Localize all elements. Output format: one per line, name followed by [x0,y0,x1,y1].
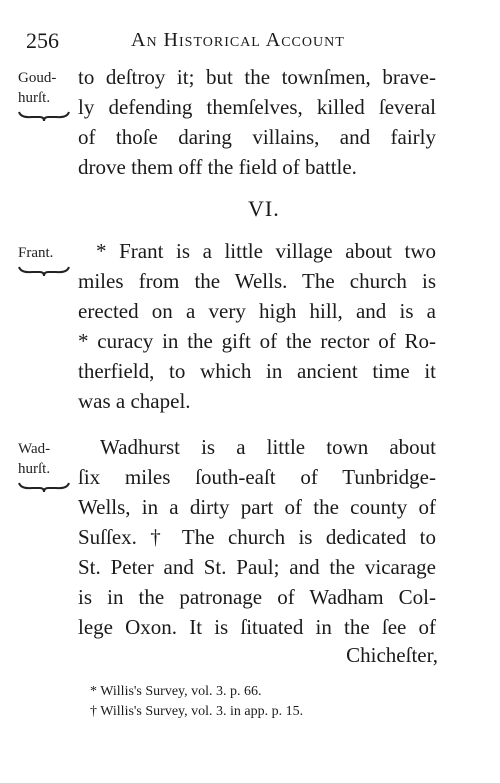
margin-note-goudhurst [18,68,70,128]
brace-ornament [18,110,70,122]
text-line: * Frant is a little village about two [96,239,436,263]
text-line: * curacy in the gift of the rector of Ro- [78,329,436,353]
margin-note-goudhurst-line2: hurſt. [18,90,51,106]
margin-note-wadhurst [18,439,70,499]
running-head-title: An Historical Account [131,29,345,51]
section-number: VI. [248,196,280,221]
brace-ornament [18,481,70,493]
text-line: Suſſex. † The church is dedicated to [78,525,436,549]
text-line: lege Oxon. It is ſituated in the ſee of [78,615,436,639]
text-line: of thoſe daring villains, and fairly [78,125,436,149]
margin-note-frant-label: Frant. [18,245,54,261]
text-line: is in the patronage of Wadham Col- [78,585,436,609]
text-line: therfield, to which in ancient time it [78,359,436,383]
catchword: Chicheſter, [346,643,438,667]
text-line: ſix miles ſouth-eaſt of Tunbridge- [78,465,436,489]
page-number: 256 [26,28,59,53]
margin-note-frant [18,243,70,283]
text-line: erected on a very high hill, and is a [78,299,436,323]
text-line: to deſtroy it; but the townſmen, brave- [78,65,436,89]
text-line: ly defending themſelves, killed ſeveral [78,95,436,119]
footnote: † Willis's Survey, vol. 3. in app. p. 15. [90,704,304,719]
text-line: Wells, in a dirty part of the county of [78,495,436,519]
brace-ornament [18,265,70,277]
text-line: miles from the Wells. The church is [78,269,436,293]
text-line: Wadhurst is a little town about [100,435,436,459]
running-head [18,28,458,56]
text-line: St. Peter and St. Paul; and the vicarage [78,555,436,579]
text-line: was a chapel. [78,389,191,413]
margin-note-wadhurst-line1: Wad- [18,441,51,457]
text-line: drove them off the field of battle. [78,155,357,179]
footnote: * Willis's Survey, vol. 3. p. 66. [90,684,262,699]
margin-note-wadhurst-line2: hurſt. [18,461,51,477]
margin-note-goudhurst-line1: Goud- [18,70,57,86]
